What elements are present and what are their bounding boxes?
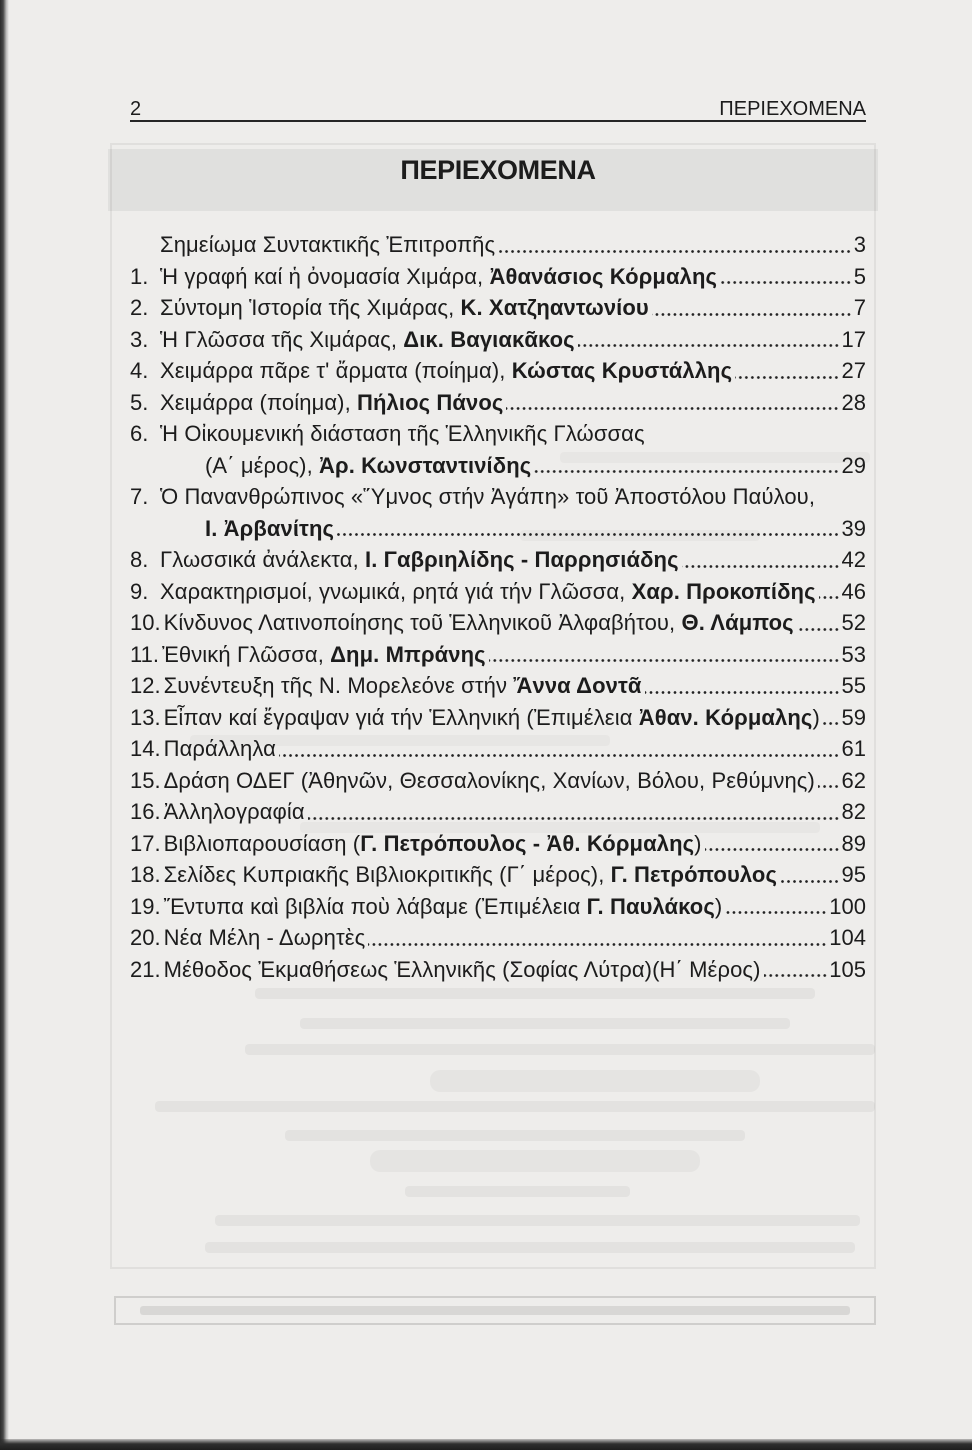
entry-author: Δικ. Βαγιακᾶκος bbox=[403, 326, 575, 352]
toc-entry bbox=[130, 261, 866, 293]
toc-entry bbox=[130, 607, 866, 639]
entry-title-text: Ἔντυπα καὶ βιβλία ποὺ λάβαμε (Ἐπιμέλεια bbox=[163, 893, 587, 919]
toc-entry bbox=[130, 954, 866, 986]
entry-author: Θ. Λάμπος bbox=[681, 610, 794, 635]
scan-left-edge bbox=[0, 0, 9, 1450]
entry-title-text: Ἡ γραφή καί ἡ ὀνομασία Χιμάρα, bbox=[160, 263, 490, 289]
dot-leader bbox=[308, 817, 840, 820]
dot-leader bbox=[682, 565, 840, 568]
entry-author: Κώστας Κρυστάλλης bbox=[511, 358, 733, 383]
bleed-through-line bbox=[285, 1130, 745, 1141]
header-running-title: ΠΕΡΙΕΧΟΜΕΝΑ bbox=[719, 98, 866, 120]
dot-leader bbox=[645, 691, 840, 694]
toc-entry bbox=[130, 418, 866, 450]
entry-title-text: Χειμάρρα πᾶρε τ' ἄρματα (ποίημα), bbox=[160, 358, 512, 383]
bleed-through-line bbox=[205, 1242, 855, 1253]
entry-title bbox=[160, 355, 732, 387]
entry-author: Δημ. Μπράνης bbox=[330, 641, 486, 667]
toc-entry bbox=[130, 891, 866, 923]
toc-entry bbox=[130, 544, 866, 576]
header-page-number: 2 bbox=[130, 98, 142, 120]
entry-page-number: 29 bbox=[841, 452, 866, 478]
entry-number: 18. bbox=[130, 862, 161, 887]
toc-entry bbox=[130, 481, 866, 513]
entry-title bbox=[160, 576, 816, 608]
entry-title-text: Ἀλληλογραφία bbox=[163, 799, 305, 824]
dot-leader bbox=[735, 376, 839, 379]
toc-list bbox=[130, 229, 866, 985]
entry-title bbox=[164, 954, 761, 986]
entry-number bbox=[130, 229, 160, 261]
entry-page-number: 27 bbox=[841, 358, 866, 383]
entry-number: 8. bbox=[130, 547, 149, 572]
entry-author: Ι. Ἀρβανίτης bbox=[205, 515, 335, 541]
entry-page-number: 52 bbox=[841, 610, 866, 635]
dot-leader bbox=[797, 628, 840, 631]
entry-title bbox=[164, 670, 642, 702]
dot-leader bbox=[489, 659, 840, 662]
toc-entry bbox=[130, 639, 866, 671]
entry-title-text: Παράλληλα bbox=[163, 736, 276, 761]
entry-page-number: 104 bbox=[829, 925, 866, 950]
bleed-through-line bbox=[255, 988, 815, 999]
entry-title bbox=[160, 324, 575, 356]
entry-author: Ἀθανάσιος Κόρμαλης bbox=[489, 263, 718, 289]
entry-author: Γ. Παυλάκος bbox=[586, 893, 715, 919]
toc-title: ΠΕΡΙΕΧΟΜΕΝΑ bbox=[400, 155, 596, 185]
entry-title bbox=[205, 450, 531, 482]
entry-author: Ἀθαν. Κόρμαλης bbox=[638, 704, 813, 730]
entry-title bbox=[164, 733, 276, 765]
entry-title-text: Βιβλιοπαρουσίαση ( bbox=[163, 830, 361, 856]
entry-page-number: 5 bbox=[853, 263, 866, 289]
toc-entry bbox=[130, 733, 866, 765]
bleed-through-line bbox=[405, 1186, 630, 1197]
entry-number: 10. bbox=[130, 610, 161, 635]
entry-title-text: Σημείωμα Συντακτικῆς Ἐπιτροπῆς bbox=[160, 232, 496, 257]
dot-leader bbox=[823, 722, 840, 725]
entry-author: Κ. Χατζηαντωνίου bbox=[460, 295, 649, 320]
entry-title-text: Νέα Μέλη - Δωρητὲς bbox=[163, 925, 366, 950]
entry-title bbox=[160, 292, 649, 324]
entry-author: Ἀρ. Κωνσταντινίδης bbox=[319, 452, 532, 478]
entry-title-text: Συνέντευξη τῆς Ν. Μορελεόνε στήν bbox=[163, 673, 514, 698]
dot-leader bbox=[498, 250, 852, 253]
entry-number: 17. bbox=[130, 830, 161, 856]
toc-entry-continuation bbox=[130, 513, 866, 545]
entry-title bbox=[162, 639, 486, 671]
entry-number: 11. bbox=[130, 641, 159, 667]
entry-title bbox=[205, 513, 334, 545]
entry-title bbox=[160, 229, 495, 261]
bleed-through-line bbox=[155, 1101, 875, 1112]
entry-author: Γ. Πετρόπουλος bbox=[610, 862, 777, 887]
entry-number: 21. bbox=[130, 956, 161, 982]
entry-page-number: 59 bbox=[841, 704, 866, 730]
dot-leader bbox=[725, 911, 827, 914]
entry-page-number: 42 bbox=[841, 547, 866, 572]
dot-leader bbox=[780, 880, 840, 883]
entry-title bbox=[164, 828, 702, 860]
entry-page-number: 62 bbox=[841, 767, 866, 793]
entry-title-text: (Α΄ μέρος), bbox=[205, 452, 320, 478]
entry-author: Ἄννα Δοντᾶ bbox=[513, 673, 642, 698]
entry-number: 6. bbox=[130, 421, 149, 446]
dot-leader bbox=[368, 943, 827, 946]
entry-number: 2. bbox=[130, 295, 149, 320]
entry-author: Πήλιος Πάνος bbox=[357, 389, 504, 415]
bleed-through-line bbox=[430, 1070, 760, 1092]
toc-entry bbox=[130, 292, 866, 324]
entry-number: 9. bbox=[130, 578, 149, 604]
toc-entry bbox=[130, 859, 866, 891]
entry-title-suffix: ) bbox=[714, 893, 723, 919]
entry-author: Γ. Πετρόπουλος - Ἀθ. Κόρμαλης bbox=[360, 830, 695, 856]
toc-entry bbox=[130, 922, 866, 954]
entry-title bbox=[164, 702, 820, 734]
dot-leader bbox=[578, 344, 840, 347]
entry-page-number: 7 bbox=[853, 295, 866, 320]
entry-number: 12. bbox=[130, 673, 161, 698]
toc-entry bbox=[130, 670, 866, 702]
entry-title-text: Μέθοδος Ἐκμαθήσεως Ἑλληνικῆς (Σοφίας Λύτρα)(Η΄ Μέρος) bbox=[163, 956, 761, 982]
entry-title-suffix: ) bbox=[812, 704, 820, 730]
entry-title-text: Ἡ Γλῶσσα τῆς Χιμάρας, bbox=[160, 326, 404, 352]
entry-page-number: 3 bbox=[853, 232, 866, 257]
dot-leader bbox=[818, 785, 840, 788]
entry-page-number: 28 bbox=[841, 389, 866, 415]
entry-page-number: 17 bbox=[841, 326, 866, 352]
dot-leader bbox=[506, 407, 839, 410]
toc-entry bbox=[130, 765, 866, 797]
entry-title-text: Εἶπαν καί ἔγραψαν γιά τήν Ἑλληνική (Ἐπιμέλεια bbox=[163, 704, 639, 730]
entry-number: 1. bbox=[130, 263, 149, 289]
entry-title bbox=[160, 481, 815, 513]
entry-number: 16. bbox=[130, 799, 161, 824]
entry-title bbox=[164, 922, 366, 954]
entry-title-text: Χειμάρρα (ποίημα), bbox=[160, 389, 358, 415]
entry-number: 3. bbox=[130, 326, 149, 352]
entry-title-text: Χαρακτηρισμοί, γνωμικά, ρητά γιά τήν Γλῶσσα, bbox=[160, 578, 632, 604]
bleed-through-line bbox=[370, 1150, 700, 1172]
entry-title-suffix: ) bbox=[694, 830, 702, 856]
entry-title-text: Κίνδυνος Λατινοποίησης τοῦ Ἑλληνικοῦ Ἀλφαβήτου, bbox=[163, 610, 682, 635]
entry-page-number: 105 bbox=[829, 956, 866, 982]
entry-author: Ι. Γαβριηλίδης - Παρρησιάδης bbox=[365, 547, 679, 572]
entry-number: 7. bbox=[130, 484, 149, 509]
entry-number: 5. bbox=[130, 389, 149, 415]
bleed-through-line bbox=[245, 1044, 875, 1055]
entry-number: 20. bbox=[130, 925, 161, 950]
toc-entry bbox=[130, 324, 866, 356]
dot-leader bbox=[534, 470, 839, 473]
toc-entry bbox=[130, 796, 866, 828]
entry-title-text: Ἡ Οἰκουμενική διάσταση τῆς Ἑλληνικῆς Γλώσσας bbox=[160, 421, 645, 446]
toc-entry bbox=[130, 355, 866, 387]
entry-number: 19. bbox=[130, 893, 161, 919]
bleed-through-footer-line bbox=[140, 1306, 850, 1315]
bleed-through-line bbox=[215, 1215, 860, 1226]
entry-number: 4. bbox=[130, 358, 149, 383]
entry-title bbox=[164, 859, 777, 891]
dot-leader bbox=[819, 596, 840, 599]
entry-page-number: 61 bbox=[841, 736, 866, 761]
entry-title bbox=[164, 607, 794, 639]
entry-author: Χαρ. Προκοπίδης bbox=[631, 578, 816, 604]
entry-page-number: 39 bbox=[841, 515, 866, 541]
dot-leader bbox=[720, 281, 852, 284]
entry-title-text: Γλωσσικά ἀνάλεκτα, bbox=[160, 547, 366, 572]
entry-page-number: 46 bbox=[841, 578, 866, 604]
entry-title bbox=[160, 418, 645, 450]
dot-leader bbox=[279, 754, 840, 757]
bleed-through-footer bbox=[114, 1296, 876, 1325]
entry-number: 15. bbox=[130, 767, 161, 793]
dot-leader bbox=[337, 533, 839, 536]
entry-title bbox=[160, 544, 679, 576]
entry-title bbox=[164, 891, 723, 923]
entry-title bbox=[164, 765, 815, 797]
toc-entry bbox=[130, 576, 866, 608]
toc-entry bbox=[130, 229, 866, 261]
entry-title bbox=[160, 261, 717, 293]
entry-number: 13. bbox=[130, 704, 161, 730]
entry-page-number: 89 bbox=[841, 830, 866, 856]
entry-title bbox=[160, 387, 503, 419]
entry-page-number: 53 bbox=[841, 641, 866, 667]
toc-entry-continuation bbox=[130, 450, 866, 482]
header-rule bbox=[130, 120, 866, 122]
dot-leader bbox=[764, 974, 828, 977]
entry-title bbox=[164, 796, 305, 828]
dot-leader bbox=[652, 313, 852, 316]
entry-title-text: Σελίδες Κυπριακῆς Βιβλιοκριτικῆς (Γ΄ μέρος), bbox=[163, 862, 611, 887]
toc-entry bbox=[130, 387, 866, 419]
entry-page-number: 95 bbox=[841, 862, 866, 887]
entry-title-text: Ἐθνική Γλῶσσα, bbox=[161, 641, 331, 667]
scan-bottom-edge bbox=[0, 1439, 972, 1450]
entry-title-text: Σύντομη Ἱστορία τῆς Χιμάρας, bbox=[160, 295, 461, 320]
dot-leader bbox=[705, 848, 840, 851]
entry-page-number: 82 bbox=[841, 799, 866, 824]
entry-title-text: Δράση ΟΔΕΓ (Ἀθηνῶν, Θεσσαλονίκης, Χανίων, Βόλου, Ρεθύμνης) bbox=[163, 767, 815, 793]
bleed-through-line bbox=[300, 1018, 790, 1029]
toc-entry bbox=[130, 828, 866, 860]
entry-title-text: Ὁ Πανανθρώπινος «Ὕμνος στήν Ἀγάπη» τοῦ Ἀποστόλου Παύλου, bbox=[160, 484, 816, 509]
entry-number: 14. bbox=[130, 736, 161, 761]
toc-entry bbox=[130, 702, 866, 734]
entry-page-number: 100 bbox=[829, 893, 866, 919]
entry-page-number: 55 bbox=[841, 673, 866, 698]
